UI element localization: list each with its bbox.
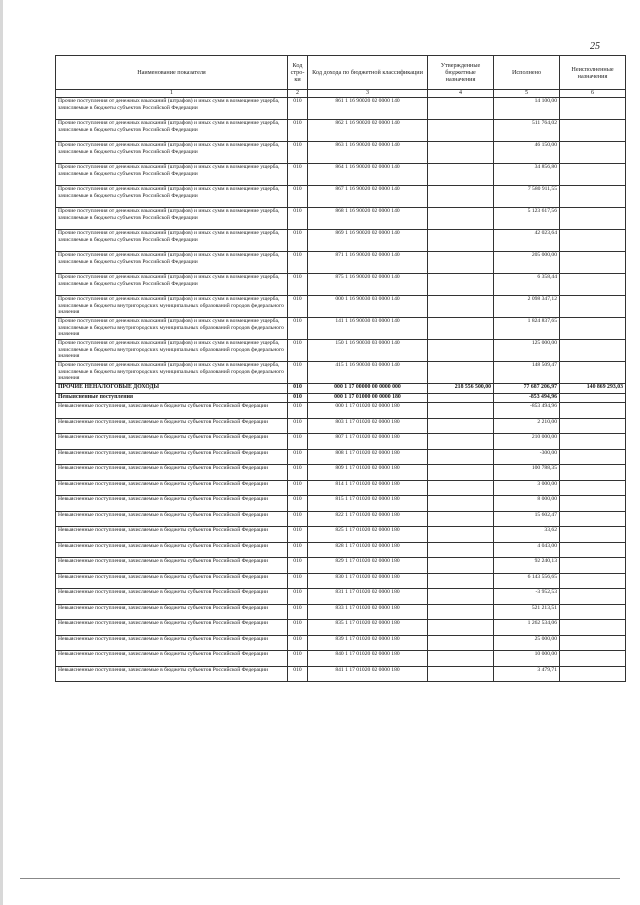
- row-approved-cell: [428, 496, 494, 512]
- row-executed-cell: 6 358,44: [494, 274, 560, 296]
- row-executed-cell: -853 494,96: [494, 394, 560, 403]
- row-income-code-cell: 415 1 16 90030 03 0000 140: [308, 362, 428, 384]
- row-unexecuted-cell: [560, 527, 626, 543]
- row-line-code-cell: 010: [288, 604, 308, 620]
- row-income-code-cell: 807 1 17 01020 02 0000 180: [308, 434, 428, 450]
- table-row: [56, 252, 626, 274]
- row-executed-cell: 148 509,47: [494, 362, 560, 384]
- row-line-code-cell: 010: [288, 589, 308, 605]
- column-number: 5: [494, 90, 560, 98]
- row-approved-cell: [428, 666, 494, 682]
- row-name-cell: Невыясненные поступления, зачисляемые в бюджеты субъектов Российской Федерации: [56, 589, 288, 605]
- row-income-code-cell: 141 1 16 90030 03 0000 140: [308, 318, 428, 340]
- row-unexecuted-cell: [560, 604, 626, 620]
- table-row: [56, 542, 626, 558]
- row-income-code-cell: 829 1 17 01020 02 0000 180: [308, 558, 428, 574]
- table-row: [56, 573, 626, 589]
- row-name-cell: Прочие поступления от денежных взысканий (штрафов) и иных сумм в возмещение ущерба, зачисляемые в бюджеты субъектов Российской Федерации: [56, 230, 288, 252]
- row-name-cell: Невыясненные поступления, зачисляемые в бюджеты субъектов Российской Федерации: [56, 403, 288, 419]
- row-unexecuted-cell: [560, 274, 626, 296]
- table-row: [56, 142, 626, 164]
- header-approved: Утвержденные бюджетные назначения: [428, 56, 494, 90]
- row-income-code-cell: 831 1 17 01020 02 0000 180: [308, 589, 428, 605]
- header-income-code: Код дохода по бюджетной классификации: [308, 56, 428, 90]
- row-unexecuted-cell: [560, 434, 626, 450]
- row-unexecuted-cell: [560, 496, 626, 512]
- row-line-code-cell: 010: [288, 142, 308, 164]
- row-executed-cell: 77 687 206,97: [494, 384, 560, 394]
- row-unexecuted-cell: [560, 542, 626, 558]
- row-income-code-cell: 814 1 17 01020 02 0000 180: [308, 480, 428, 496]
- row-name-cell: Невыясненные поступления, зачисляемые в бюджеты субъектов Российской Федерации: [56, 449, 288, 465]
- row-income-code-cell: 868 1 16 90020 02 0000 140: [308, 208, 428, 230]
- row-executed-cell: 1 262 534,06: [494, 620, 560, 636]
- row-approved-cell: [428, 274, 494, 296]
- row-name-cell: Невыясненные поступления, зачисляемые в бюджеты субъектов Российской Федерации: [56, 434, 288, 450]
- table-row: [56, 98, 626, 120]
- row-executed-cell: 15 602,47: [494, 511, 560, 527]
- row-unexecuted-cell: [560, 252, 626, 274]
- row-line-code-cell: 010: [288, 318, 308, 340]
- row-unexecuted-cell: [560, 120, 626, 142]
- page-number: 25: [590, 41, 600, 52]
- row-name-cell: Прочие поступления от денежных взысканий (штрафов) и иных сумм в возмещение ущерба, зачисляемые в бюджеты субъектов Российской Федерации: [56, 186, 288, 208]
- row-approved-cell: [428, 296, 494, 318]
- row-approved-cell: [428, 635, 494, 651]
- row-name-cell: Невыясненные поступления, зачисляемые в бюджеты субъектов Российской Федерации: [56, 620, 288, 636]
- row-income-code-cell: 835 1 17 01020 02 0000 180: [308, 620, 428, 636]
- row-name-cell: Прочие поступления от денежных взысканий (штрафов) и иных сумм в возмещение ущерба, зачисляемые в бюджеты субъектов Российской Федерации: [56, 252, 288, 274]
- table-row: [56, 449, 626, 465]
- row-executed-cell: 521 213,51: [494, 604, 560, 620]
- row-name-cell: Прочие поступления от денежных взысканий (штрафов) и иных сумм в возмещение ущерба, зачисляемые в бюджеты внутригородских муниципальных образований городов федерального значения: [56, 362, 288, 384]
- table-row: [56, 480, 626, 496]
- row-approved-cell: [428, 186, 494, 208]
- row-name-cell: Прочие поступления от денежных взысканий (штрафов) и иных сумм в возмещение ущерба, зачисляемые в бюджеты субъектов Российской Федерации: [56, 120, 288, 142]
- row-approved-cell: [428, 98, 494, 120]
- table-row: [56, 527, 626, 543]
- row-approved-cell: [428, 252, 494, 274]
- table-row: [56, 274, 626, 296]
- column-number: 2: [288, 90, 308, 98]
- row-unexecuted-cell: [560, 651, 626, 667]
- column-number: 6: [560, 90, 626, 98]
- row-executed-cell: 46 150,00: [494, 142, 560, 164]
- row-executed-cell: 8 000,00: [494, 496, 560, 512]
- row-executed-cell: 10 000,00: [494, 651, 560, 667]
- row-line-code-cell: 010: [288, 620, 308, 636]
- table-row: [56, 403, 626, 419]
- row-income-code-cell: 803 1 17 01020 02 0000 180: [308, 418, 428, 434]
- row-executed-cell: 4 043,00: [494, 542, 560, 558]
- row-approved-cell: [428, 318, 494, 340]
- row-line-code-cell: 010: [288, 465, 308, 481]
- summary-row-unidentified-receipts: [56, 394, 626, 403]
- row-executed-cell: 6 143 556,65: [494, 573, 560, 589]
- row-unexecuted-cell: [560, 511, 626, 527]
- row-approved-cell: [428, 465, 494, 481]
- row-name-cell: Невыясненные поступления, зачисляемые в бюджеты субъектов Российской Федерации: [56, 527, 288, 543]
- row-approved-cell: 218 556 500,00: [428, 384, 494, 394]
- row-income-code-cell: 869 1 16 90020 02 0000 140: [308, 230, 428, 252]
- row-unexecuted-cell: [560, 362, 626, 384]
- row-income-code-cell: 000 1 17 01020 02 0000 180: [308, 403, 428, 419]
- row-income-code-cell: 875 1 16 90020 02 0000 140: [308, 274, 428, 296]
- row-approved-cell: [428, 208, 494, 230]
- row-line-code-cell: 010: [288, 403, 308, 419]
- row-approved-cell: [428, 480, 494, 496]
- header-line-code: Код стро-ки: [288, 56, 308, 90]
- row-unexecuted-cell: [560, 635, 626, 651]
- page-bottom-rule: [20, 878, 620, 879]
- row-unexecuted-cell: [560, 449, 626, 465]
- row-executed-cell: 7 580 911,55: [494, 186, 560, 208]
- row-income-code-cell: 861 1 16 90020 02 0000 140: [308, 98, 428, 120]
- row-name-cell: Прочие поступления от денежных взысканий (штрафов) и иных сумм в возмещение ущерба, зачисляемые в бюджеты внутригородских муниципальных образований городов федерального значения: [56, 318, 288, 340]
- row-line-code-cell: 010: [288, 164, 308, 186]
- row-name-cell: Невыясненные поступления, зачисляемые в бюджеты субъектов Российской Федерации: [56, 496, 288, 512]
- row-executed-cell: 2 098 347,12: [494, 296, 560, 318]
- row-approved-cell: [428, 434, 494, 450]
- row-unexecuted-cell: [560, 98, 626, 120]
- row-line-code-cell: 010: [288, 527, 308, 543]
- row-unexecuted-cell: [560, 296, 626, 318]
- row-unexecuted-cell: [560, 186, 626, 208]
- table-row: [56, 465, 626, 481]
- row-name-cell: Невыясненные поступления, зачисляемые в бюджеты субъектов Российской Федерации: [56, 418, 288, 434]
- row-executed-cell: 42 023,64: [494, 230, 560, 252]
- row-executed-cell: 100 788,35: [494, 465, 560, 481]
- row-name-cell: Невыясненные поступления, зачисляемые в бюджеты субъектов Российской Федерации: [56, 635, 288, 651]
- table-row: [56, 362, 626, 384]
- row-income-code-cell: 828 1 17 01020 02 0000 180: [308, 542, 428, 558]
- table-row: [56, 620, 626, 636]
- row-unexecuted-cell: [560, 465, 626, 481]
- row-name-cell: Невыясненные поступления, зачисляемые в бюджеты субъектов Российской Федерации: [56, 480, 288, 496]
- row-income-code-cell: 825 1 17 01020 02 0000 180: [308, 527, 428, 543]
- row-income-code-cell: 000 1 17 00000 00 0000 000: [308, 384, 428, 394]
- table-row: [56, 666, 626, 682]
- summary-row-other-nontax-income: [56, 384, 626, 394]
- row-line-code-cell: 010: [288, 666, 308, 682]
- row-approved-cell: [428, 340, 494, 362]
- table-row: [56, 296, 626, 318]
- row-executed-cell: 511 764,02: [494, 120, 560, 142]
- row-approved-cell: [428, 418, 494, 434]
- row-line-code-cell: 010: [288, 511, 308, 527]
- row-line-code-cell: 010: [288, 542, 308, 558]
- row-approved-cell: [428, 230, 494, 252]
- row-executed-cell: 125 000,00: [494, 340, 560, 362]
- row-line-code-cell: 010: [288, 651, 308, 667]
- row-unexecuted-cell: [560, 573, 626, 589]
- header-executed: Исполнено: [494, 56, 560, 90]
- row-line-code-cell: 010: [288, 558, 308, 574]
- row-unexecuted-cell: [560, 164, 626, 186]
- row-name-cell: Невыясненные поступления, зачисляемые в бюджеты субъектов Российской Федерации: [56, 666, 288, 682]
- table-row: [56, 164, 626, 186]
- row-line-code-cell: 010: [288, 296, 308, 318]
- header-unexecuted: Неисполненные назначения: [560, 56, 626, 90]
- row-executed-cell: 14 100,00: [494, 98, 560, 120]
- row-line-code-cell: 010: [288, 120, 308, 142]
- scan-edge-shadow: [0, 0, 3, 905]
- row-line-code-cell: 010: [288, 496, 308, 512]
- row-approved-cell: [428, 558, 494, 574]
- table-row: [56, 558, 626, 574]
- row-unexecuted-cell: [560, 394, 626, 403]
- row-line-code-cell: 010: [288, 230, 308, 252]
- row-income-code-cell: 864 1 16 90020 02 0000 140: [308, 164, 428, 186]
- row-executed-cell: 25 000,00: [494, 635, 560, 651]
- row-approved-cell: [428, 449, 494, 465]
- table-row: [56, 340, 626, 362]
- row-approved-cell: [428, 573, 494, 589]
- table-row: [56, 589, 626, 605]
- row-line-code-cell: 010: [288, 340, 308, 362]
- table-row: [56, 635, 626, 651]
- row-executed-cell: 92 240,13: [494, 558, 560, 574]
- row-unexecuted-cell: [560, 142, 626, 164]
- row-line-code-cell: 010: [288, 573, 308, 589]
- row-line-code-cell: 010: [288, 208, 308, 230]
- row-unexecuted-cell: [560, 480, 626, 496]
- column-number: 4: [428, 90, 494, 98]
- row-name-cell: Прочие поступления от денежных взысканий (штрафов) и иных сумм в возмещение ущерба, зачисляемые в бюджеты субъектов Российской Федерации: [56, 98, 288, 120]
- row-executed-cell: 3 000,00: [494, 480, 560, 496]
- row-name-cell: Невыясненные поступления, зачисляемые в бюджеты субъектов Российской Федерации: [56, 573, 288, 589]
- column-number: 1: [56, 90, 288, 98]
- table-body: [56, 98, 626, 682]
- row-line-code-cell: 010: [288, 434, 308, 450]
- row-name-cell: Прочие поступления от денежных взысканий (штрафов) и иных сумм в возмещение ущерба, зачисляемые в бюджеты субъектов Российской Федерации: [56, 208, 288, 230]
- row-unexecuted-cell: [560, 558, 626, 574]
- row-income-code-cell: 830 1 17 01020 02 0000 180: [308, 573, 428, 589]
- row-unexecuted-cell: 140 869 293,03: [560, 384, 626, 394]
- table-row: [56, 120, 626, 142]
- row-line-code-cell: 010: [288, 274, 308, 296]
- row-executed-cell: 205 000,00: [494, 252, 560, 274]
- row-approved-cell: [428, 142, 494, 164]
- table-row: [56, 496, 626, 512]
- row-income-code-cell: 815 1 17 01020 02 0000 180: [308, 496, 428, 512]
- row-approved-cell: [428, 620, 494, 636]
- row-income-code-cell: 862 1 16 90020 02 0000 140: [308, 120, 428, 142]
- row-executed-cell: -3 952,53: [494, 589, 560, 605]
- row-unexecuted-cell: [560, 208, 626, 230]
- row-income-code-cell: 150 1 16 90030 03 0000 140: [308, 340, 428, 362]
- table-row: [56, 230, 626, 252]
- row-approved-cell: [428, 511, 494, 527]
- row-executed-cell: 210 000,00: [494, 434, 560, 450]
- row-executed-cell: 5 123 617,56: [494, 208, 560, 230]
- row-executed-cell: -300,00: [494, 449, 560, 465]
- table-row: [56, 418, 626, 434]
- row-income-code-cell: 871 1 16 90020 02 0000 140: [308, 252, 428, 274]
- row-executed-cell: -853 494,96: [494, 403, 560, 419]
- row-income-code-cell: 839 1 17 01020 02 0000 180: [308, 635, 428, 651]
- row-name-cell: Невыясненные поступления: [56, 394, 288, 403]
- income-execution-table: [55, 55, 626, 682]
- row-unexecuted-cell: [560, 340, 626, 362]
- row-name-cell: Невыясненные поступления, зачисляемые в бюджеты субъектов Российской Федерации: [56, 651, 288, 667]
- row-name-cell: Невыясненные поступления, зачисляемые в бюджеты субъектов Российской Федерации: [56, 604, 288, 620]
- row-name-cell: Прочие поступления от денежных взысканий (штрафов) и иных сумм в возмещение ущерба, зачисляемые в бюджеты внутригородских муниципальных образований городов федерального значения: [56, 296, 288, 318]
- row-name-cell: Прочие поступления от денежных взысканий (штрафов) и иных сумм в возмещение ущерба, зачисляемые в бюджеты субъектов Российской Федерации: [56, 164, 288, 186]
- row-line-code-cell: 010: [288, 98, 308, 120]
- column-number-row: [56, 90, 626, 98]
- row-unexecuted-cell: [560, 230, 626, 252]
- row-approved-cell: [428, 394, 494, 403]
- row-income-code-cell: 867 1 16 90020 02 0000 140: [308, 186, 428, 208]
- row-line-code-cell: 010: [288, 384, 308, 394]
- row-approved-cell: [428, 527, 494, 543]
- row-unexecuted-cell: [560, 418, 626, 434]
- row-income-code-cell: 833 1 17 01020 02 0000 180: [308, 604, 428, 620]
- row-approved-cell: [428, 589, 494, 605]
- row-name-cell: Невыясненные поступления, зачисляемые в бюджеты субъектов Российской Федерации: [56, 558, 288, 574]
- row-income-code-cell: 000 1 17 01000 00 0000 180: [308, 394, 428, 403]
- row-income-code-cell: 840 1 17 01020 02 0000 180: [308, 651, 428, 667]
- row-income-code-cell: 841 1 17 01020 02 0000 180: [308, 666, 428, 682]
- row-unexecuted-cell: [560, 318, 626, 340]
- row-executed-cell: 2 210,00: [494, 418, 560, 434]
- row-approved-cell: [428, 403, 494, 419]
- row-approved-cell: [428, 164, 494, 186]
- row-name-cell: Прочие поступления от денежных взысканий (штрафов) и иных сумм в возмещение ущерба, зачисляемые в бюджеты субъектов Российской Федерации: [56, 142, 288, 164]
- row-executed-cell: 34 856,80: [494, 164, 560, 186]
- row-unexecuted-cell: [560, 403, 626, 419]
- row-name-cell: Невыясненные поступления, зачисляемые в бюджеты субъектов Российской Федерации: [56, 465, 288, 481]
- row-income-code-cell: 863 1 16 90020 02 0000 140: [308, 142, 428, 164]
- header-name: Наименование показателя: [56, 56, 288, 90]
- row-name-cell: Прочие поступления от денежных взысканий (штрафов) и иных сумм в возмещение ущерба, зачисляемые в бюджеты внутригородских муниципальных образований городов федерального значения: [56, 340, 288, 362]
- row-approved-cell: [428, 542, 494, 558]
- row-income-code-cell: 809 1 17 01020 02 0000 180: [308, 465, 428, 481]
- row-income-code-cell: 000 1 16 90030 03 0000 140: [308, 296, 428, 318]
- row-approved-cell: [428, 120, 494, 142]
- row-unexecuted-cell: [560, 589, 626, 605]
- row-approved-cell: [428, 651, 494, 667]
- row-income-code-cell: 822 1 17 01020 02 0000 180: [308, 511, 428, 527]
- row-executed-cell: 1 824 837,65: [494, 318, 560, 340]
- row-name-cell: Невыясненные поступления, зачисляемые в бюджеты субъектов Российской Федерации: [56, 511, 288, 527]
- row-line-code-cell: 010: [288, 449, 308, 465]
- table-header-row: [56, 56, 626, 90]
- row-approved-cell: [428, 604, 494, 620]
- row-unexecuted-cell: [560, 620, 626, 636]
- row-line-code-cell: 010: [288, 394, 308, 403]
- table-row: [56, 651, 626, 667]
- row-line-code-cell: 010: [288, 480, 308, 496]
- row-line-code-cell: 010: [288, 635, 308, 651]
- row-executed-cell: 3 479,71: [494, 666, 560, 682]
- row-line-code-cell: 010: [288, 362, 308, 384]
- row-executed-cell: 33,62: [494, 527, 560, 543]
- row-approved-cell: [428, 362, 494, 384]
- table-row: [56, 186, 626, 208]
- column-number: 3: [308, 90, 428, 98]
- row-name-cell: Невыясненные поступления, зачисляемые в бюджеты субъектов Российской Федерации: [56, 542, 288, 558]
- row-line-code-cell: 010: [288, 418, 308, 434]
- row-line-code-cell: 010: [288, 252, 308, 274]
- row-unexecuted-cell: [560, 666, 626, 682]
- table-row: [56, 604, 626, 620]
- row-name-cell: Прочие поступления от денежных взысканий (штрафов) и иных сумм в возмещение ущерба, зачисляемые в бюджеты субъектов Российской Федерации: [56, 274, 288, 296]
- row-name-cell: ПРОЧИЕ НЕНАЛОГОВЫЕ ДОХОДЫ: [56, 384, 288, 394]
- table-row: [56, 511, 626, 527]
- row-line-code-cell: 010: [288, 186, 308, 208]
- row-income-code-cell: 808 1 17 01020 02 0000 180: [308, 449, 428, 465]
- table-row: [56, 318, 626, 340]
- table-row: [56, 208, 626, 230]
- table-row: [56, 434, 626, 450]
